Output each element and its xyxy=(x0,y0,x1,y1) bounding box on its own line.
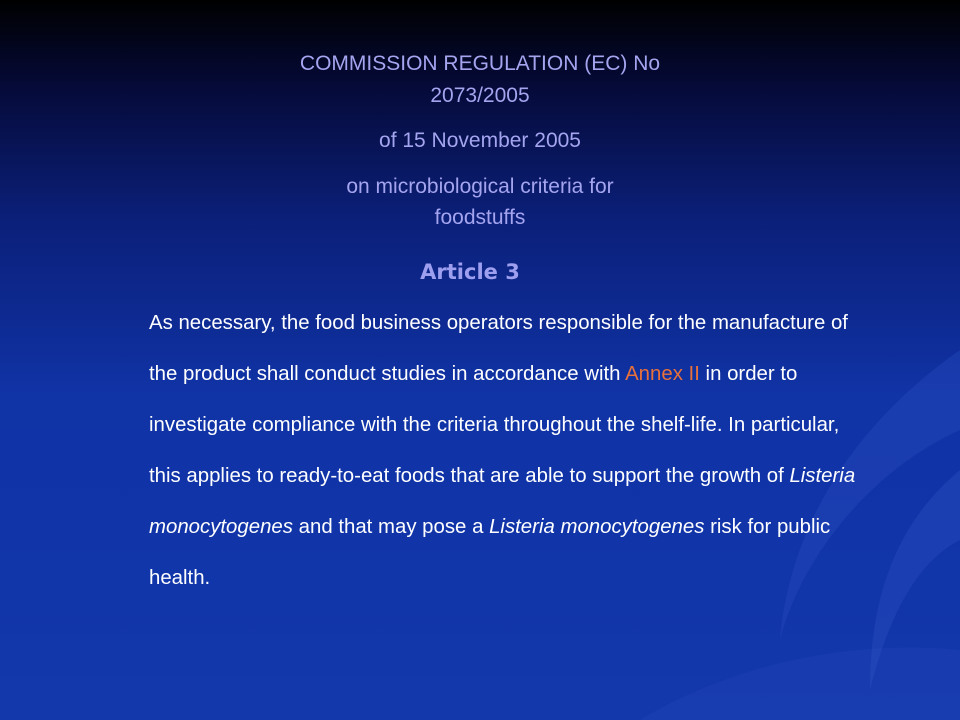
paragraph-text-1: As necessary, the food business operators responsible for the manufacture of the product shall conduct studies in accordance with xyxy=(149,312,848,385)
organism-name-1: Listeria monocytogenes xyxy=(149,465,856,538)
paragraph-text-3: and that may pose a xyxy=(292,516,490,538)
regulation-subject-line1: on microbiological criteria for xyxy=(346,174,614,198)
annex-ii-link[interactable]: Annex II xyxy=(625,363,700,385)
article-paragraph xyxy=(149,298,869,604)
paragraph-text-4: risk for public health. xyxy=(149,516,831,589)
regulation-header xyxy=(230,48,730,234)
regulation-title-line1: COMMISSION REGULATION (EC) No xyxy=(299,52,661,75)
paragraph-text-2: in order to investigate compliance with the criteria throughout the shelf-life. In particular, this applies to ready-to-eat foods that are able to support the growth of xyxy=(149,363,840,487)
regulation-subject-line2: foodstuffs xyxy=(434,206,526,229)
regulation-date: of 15 November 2005 xyxy=(379,129,581,152)
article-title: Article 3 xyxy=(420,260,520,284)
organism-name-2: Listeria monocytogenes xyxy=(489,516,705,538)
regulation-title-line2: 2073/2005 xyxy=(430,83,530,107)
